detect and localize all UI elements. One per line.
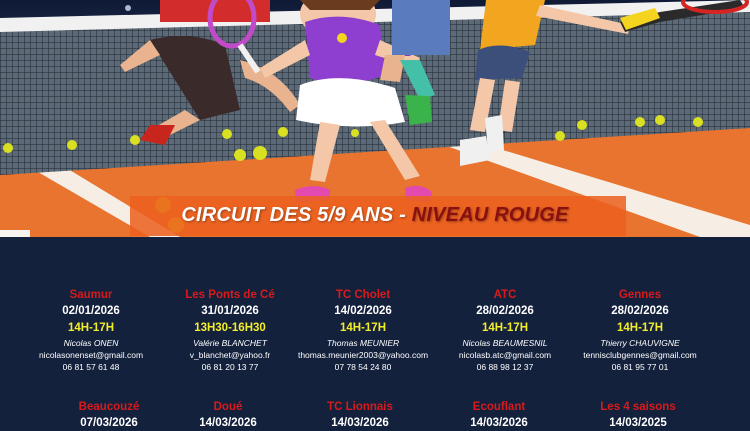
tournament-schedule — [0, 237, 750, 431]
club-name: TC Lionnais — [327, 401, 393, 413]
club-name: Les Ponts de Cé — [185, 289, 275, 301]
club-contact-name: Nicolas ONEN — [63, 338, 119, 348]
club-card-tc-cholet — [288, 287, 438, 373]
club-date: 14/03/2026 — [199, 417, 257, 429]
club-contact-email[interactable]: v_blanchet@yahoo.fr — [189, 350, 271, 360]
club-name: TC Cholet — [335, 289, 391, 301]
club-date: 28/02/2026 — [476, 305, 534, 317]
club-card-doue — [153, 399, 303, 431]
club-hours: 14H-17H — [339, 322, 387, 334]
club-date: 31/01/2026 — [201, 305, 259, 317]
club-name: Beaucouzé — [78, 401, 140, 413]
club-name: Les 4 saisons — [600, 401, 676, 413]
club-contact-name: Nicolas BEAUMESNIL — [462, 338, 548, 348]
club-date: 07/03/2026 — [80, 417, 138, 429]
club-contact-phone: 06 81 95 77 01 — [611, 362, 669, 372]
club-contact-name: Thierry CHAUVIGNE — [600, 338, 680, 348]
club-contact-name: Thomas MEUNIER — [326, 338, 400, 348]
club-card-gennes — [565, 287, 715, 373]
club-hours: 13H30-16H30 — [194, 322, 266, 334]
club-name: Saumur — [69, 289, 113, 301]
club-date: 02/01/2026 — [62, 305, 120, 317]
club-contact-email[interactable]: nicolasb.atc@gmail.com — [458, 350, 552, 360]
club-name: ATC — [493, 289, 517, 301]
club-card-saumur — [16, 287, 166, 373]
club-name: Doué — [213, 401, 243, 413]
club-contact-phone: 07 78 54 24 80 — [334, 362, 392, 372]
club-hours: 14H-17H — [616, 322, 664, 334]
club-card-tc-lionnais — [285, 399, 435, 431]
club-date: 14/02/2026 — [334, 305, 392, 317]
club-contact-phone: 06 81 57 61 48 — [62, 362, 120, 372]
club-card-atc — [430, 287, 580, 373]
club-card-les-ponts-de-ce — [155, 287, 305, 373]
event-title-main: CIRCUIT DES 5/9 ANS - — [181, 204, 412, 226]
club-date: 14/03/2025 — [609, 417, 667, 429]
club-name: Ecouflant — [472, 401, 526, 413]
club-card-ecouflant — [424, 399, 574, 431]
club-contact-phone: 06 81 20 13 77 — [201, 362, 259, 372]
club-contact-email[interactable]: nicolasonenset@gmail.com — [38, 350, 144, 360]
club-hours: 14H-17H — [67, 322, 115, 334]
club-contact-email[interactable]: tennisclubgennes@gmail.com — [583, 350, 697, 360]
club-contact-email[interactable]: thomas.meunier2003@yahoo.com — [297, 350, 429, 360]
club-contact-name: Valérie BLANCHET — [193, 338, 267, 348]
club-date: 28/02/2026 — [611, 305, 669, 317]
club-name: Gennes — [618, 289, 662, 301]
club-contact-phone: 06 88 98 12 37 — [476, 362, 534, 372]
club-date: 14/03/2026 — [331, 417, 389, 429]
club-card-les-4-saisons — [563, 399, 713, 431]
event-title — [0, 204, 750, 227]
club-date: 14/03/2026 — [470, 417, 528, 429]
club-hours: 14H-17H — [481, 322, 529, 334]
event-title-level: NIVEAU ROUGE — [411, 204, 569, 226]
